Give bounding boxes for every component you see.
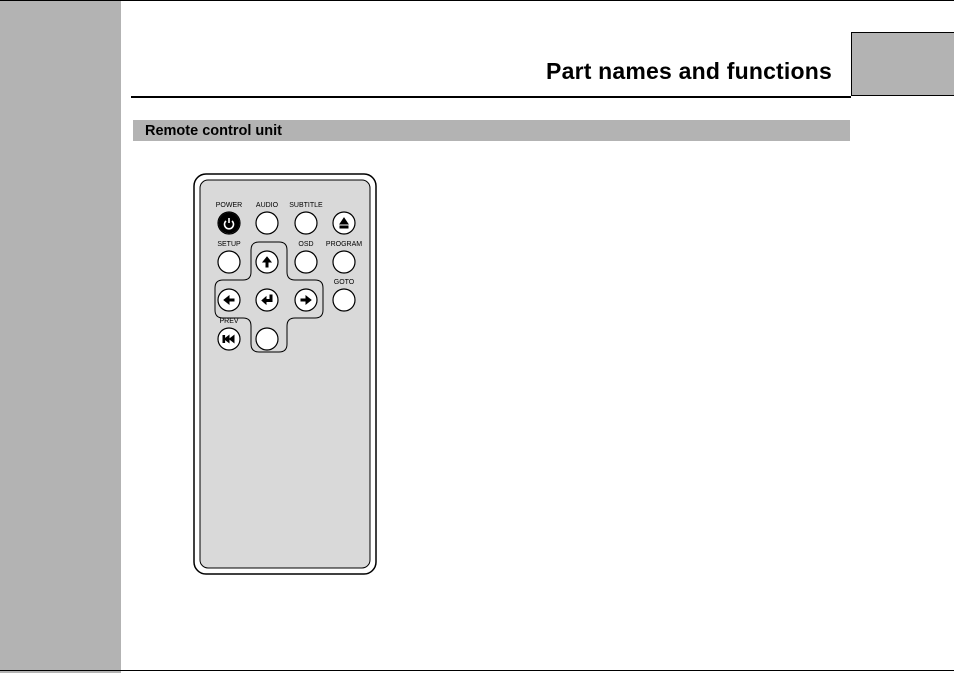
power-button[interactable] <box>218 212 240 234</box>
subtitle-button[interactable] <box>295 212 317 234</box>
prev-button-label: PREV <box>219 318 239 325</box>
subtitle-button-label: SUBTITLE <box>289 202 323 209</box>
remote-body <box>194 174 376 574</box>
left-arrow-button[interactable] <box>218 289 240 311</box>
setup-button[interactable] <box>218 251 240 273</box>
program-button[interactable] <box>333 251 355 273</box>
chapter-tab <box>851 32 954 96</box>
audio-button[interactable] <box>256 212 278 234</box>
top-border-line <box>0 0 954 1</box>
osd-button-label: OSD <box>298 241 314 248</box>
program-button-label: PROGRAM <box>325 241 363 248</box>
osd-button[interactable] <box>295 251 317 273</box>
bottom-border-line <box>0 670 954 671</box>
setup-button-label: SETUP <box>217 241 241 248</box>
prev-button[interactable] <box>218 328 240 350</box>
down-arrow-button[interactable] <box>256 328 278 350</box>
title-underline <box>131 96 851 98</box>
up-arrow-button[interactable] <box>256 251 278 273</box>
goto-button-label: GOTO <box>333 279 355 286</box>
eject-button[interactable] <box>333 212 355 234</box>
left-margin-band <box>0 0 121 673</box>
right-arrow-button[interactable] <box>295 289 317 311</box>
goto-button[interactable] <box>333 289 355 311</box>
section-label: Remote control unit <box>145 123 282 139</box>
page-title: Part names and functions <box>546 58 832 84</box>
section-header-bar <box>133 120 850 141</box>
power-button-label: POWER <box>215 202 243 209</box>
remote-control-diagram <box>160 165 410 585</box>
enter-button[interactable] <box>256 289 278 311</box>
audio-button-label: AUDIO <box>255 202 279 209</box>
